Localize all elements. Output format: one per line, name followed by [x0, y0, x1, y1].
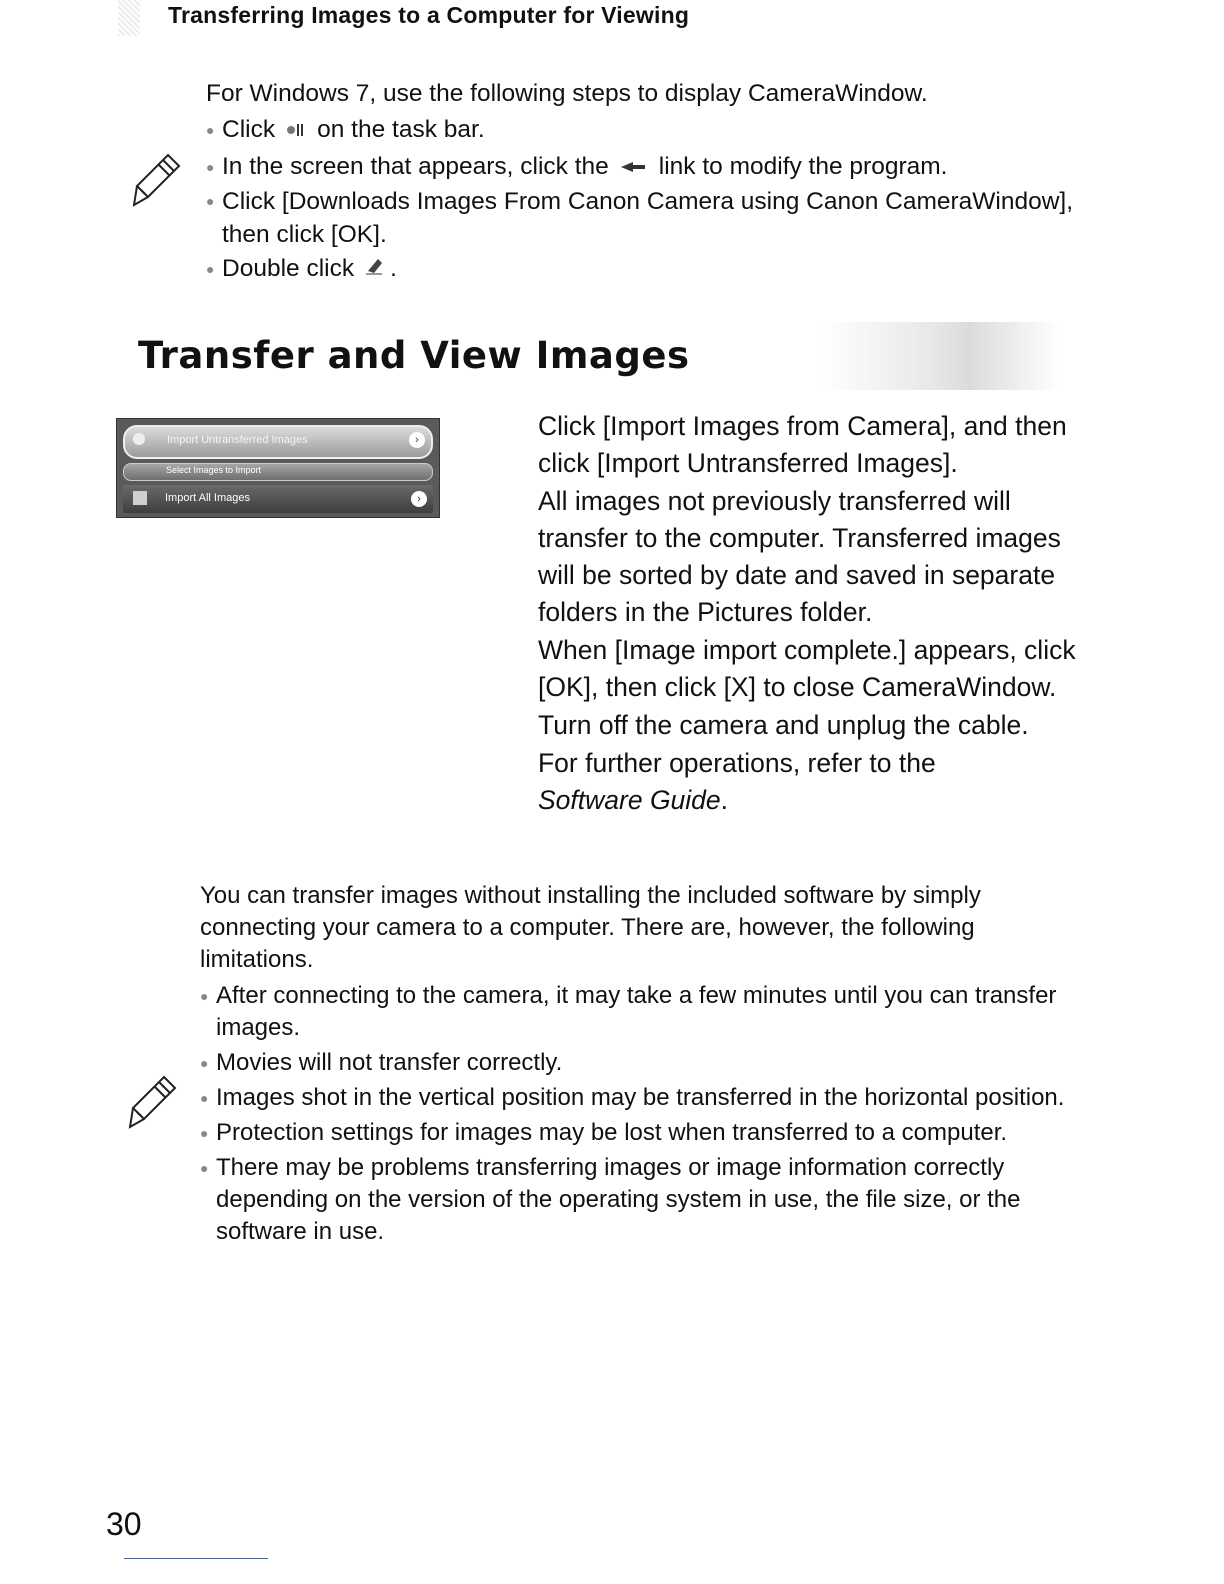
instruction-paragraph: When [Image import complete.] appears, click [OK], then click [X] to close CameraWindow. [538, 635, 1076, 702]
camerawindow-icon [364, 252, 388, 288]
note-intro: For Windows 7, use the following steps to display CameraWindow. [206, 80, 928, 107]
pencil-note-icon [128, 1074, 178, 1135]
list-item: ● Double click . [206, 251, 1086, 288]
camerawindow-screenshot [116, 418, 440, 518]
chevron-right-icon: › [411, 491, 427, 507]
list-item: ● In the screen that appears, click the link to modify the program. [206, 149, 1086, 186]
list-item: ● There may be problems transferring images or image information correctly depending on the version of the operating system in use, the file size, or the software in use. [200, 1154, 1021, 1245]
limitations-note [200, 880, 1080, 1251]
grid-icon [133, 491, 147, 505]
instruction-paragraph: For further operations, refer to the Software Guide. [538, 748, 936, 815]
footer-rule [124, 1558, 268, 1559]
import-all-button[interactable]: Import All Images › [123, 485, 433, 513]
note-intro: You can transfer images without installing the included software by simply connecting your camera to a computer. There are, however, the following limitations. [200, 882, 981, 973]
arrow-link-icon [619, 149, 649, 185]
list-item: ● Protection settings for images may be lost when transferred to a computer. [200, 1119, 1008, 1146]
windows7-note [206, 76, 1086, 288]
page-header: Transferring Images to a Computer for Viewing [168, 2, 690, 28]
instruction-paragraph: Turn off the camera and unplug the cable. [538, 710, 1029, 740]
instruction-paragraph: Click [Import Images from Camera], and then click [Import Untransferred Images]. [538, 411, 1067, 478]
pencil-note-icon [132, 152, 182, 213]
header-decoration [118, 0, 140, 36]
page-number: 30 [106, 1506, 142, 1542]
limitations-list [200, 980, 1080, 1248]
list-item: ● Click on the task bar. [206, 112, 1086, 149]
title-decoration [820, 322, 1060, 390]
list-item: ● Images shot in the vertical position may be transferred in the horizontal position. [200, 1084, 1065, 1111]
select-images-button[interactable]: Select Images to Import [123, 463, 433, 481]
section-title: Transfer and View Images [138, 334, 690, 377]
list-item: ● Click [Downloads Images From Canon Camera using Canon CameraWindow], then click [OK]. [206, 188, 1074, 249]
import-untransferred-button[interactable]: Import Untransferred Images › [123, 425, 433, 459]
import-icon [133, 433, 145, 445]
chevron-right-icon: › [409, 432, 425, 448]
instruction-paragraph: All images not previously transferred will transfer to the computer. Transferred images will be sorted by date and saved in separate folders in the Pictures folder. [538, 486, 1061, 627]
instructions [538, 408, 1078, 819]
list-item: ● After connecting to the camera, it may take a few minutes until you can transfer images. [200, 982, 1057, 1041]
note-steps [206, 112, 1086, 288]
software-guide-reference: Software Guide [538, 785, 721, 815]
list-item: ● Movies will not transfer correctly. [200, 1049, 563, 1076]
taskbar-icon [285, 113, 307, 149]
